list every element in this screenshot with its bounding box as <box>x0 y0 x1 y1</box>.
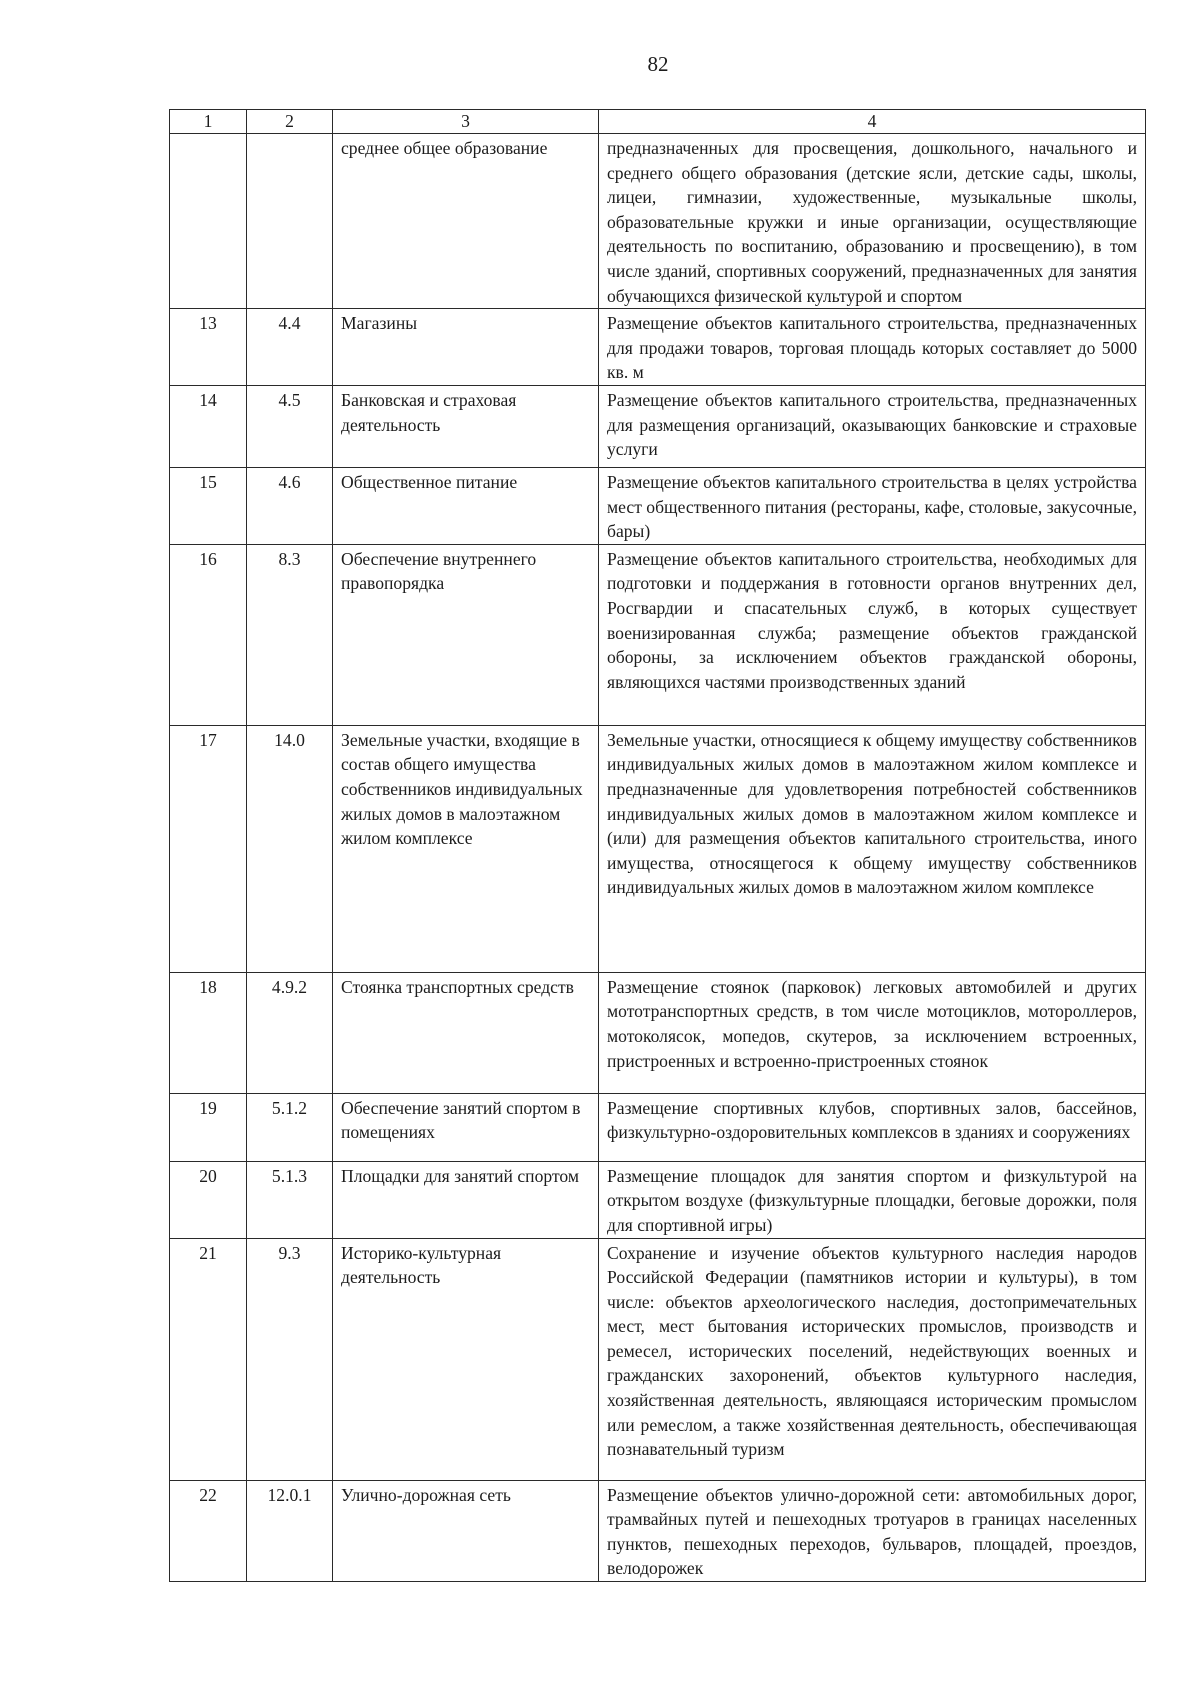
table-row <box>170 1093 1146 1161</box>
row-number: 21 <box>170 1238 247 1480</box>
use-code: 8.3 <box>247 544 333 725</box>
row-number: 19 <box>170 1093 247 1161</box>
table-row <box>170 467 1146 544</box>
table-row <box>170 134 1146 309</box>
row-number: 14 <box>170 385 247 467</box>
use-code: 9.3 <box>247 1238 333 1480</box>
use-name: Обеспечение занятий спортом в помещениях <box>333 1093 599 1161</box>
use-description: Сохранение и изучение объектов культурного наследия народов Российской Федерации (памятников истории и культуры), в том числе: объектов археологического наследия, достопримечательных мест, мест бытования исторических промыслов, производств и ремесел, исторических поселений, недействующих военных и гражданских захоронений, объектов культурного наследия, хозяйственная деятельность, являющаяся историческим промыслом или ремеслом, а также хозяйственная деятельность, обеспечивающая познавательный туризм <box>599 1238 1146 1480</box>
table-row <box>170 544 1146 725</box>
use-code: 5.1.2 <box>247 1093 333 1161</box>
use-description: Размещение спортивных клубов, спортивных залов, бассейнов, физкультурно-оздоровительных комплексов в зданиях и сооружениях <box>599 1093 1146 1161</box>
use-description: Размещение объектов улично-дорожной сети: автомобильных дорог, трамвайных путей и пешеходных тротуаров в границах населенных пунктов, пешеходных переходов, бульваров, площадей, проездов, велодорожек <box>599 1480 1146 1581</box>
use-description: Размещение площадок для занятия спортом и физкультурой на открытом воздухе (физкультурные площадки, беговые дорожки, поля для спортивной игры) <box>599 1161 1146 1238</box>
use-name: Общественное питание <box>333 467 599 544</box>
use-code: 4.9.2 <box>247 972 333 1093</box>
use-description: Размещение стоянок (парковок) легковых автомобилей и других мототранспортных средств, в том числе мотоциклов, мотороллеров, мотоколясок, мопедов, скутеров, за исключением встроенных, пристроенных и встроенно-пристроенных стоянок <box>599 972 1146 1093</box>
use-name: Историко-культурная деятельность <box>333 1238 599 1480</box>
table-row <box>170 1161 1146 1238</box>
use-name: Магазины <box>333 309 599 386</box>
column-header-2: 2 <box>247 110 333 134</box>
table-row <box>170 1238 1146 1480</box>
use-description: Размещение объектов капитального строительства, предназначенных для размещения организаций, оказывающих банковские и страховые услуги <box>599 385 1146 467</box>
use-code: 12.0.1 <box>247 1480 333 1581</box>
use-code: 4.6 <box>247 467 333 544</box>
use-description: Размещение объектов капитального строительства в целях устройства мест общественного питания (рестораны, кафе, столовые, закусочные, бары) <box>599 467 1146 544</box>
use-code: 4.4 <box>247 309 333 386</box>
use-description: Размещение объектов капитального строительства, необходимых для подготовки и поддержания в готовности органов внутренних дел, Росгвардии и спасательных служб, в которых существует военизированная служба; размещение объектов гражданской обороны, за исключением объектов гражданской обороны, являющихся частями производственных зданий <box>599 544 1146 725</box>
use-code: 14.0 <box>247 725 333 972</box>
table-body <box>170 134 1146 1582</box>
table-row <box>170 309 1146 386</box>
row-number: 15 <box>170 467 247 544</box>
use-description: Земельные участки, относящиеся к общему имуществу собственников индивидуальных жилых домов в малоэтажном жилом комплексе и предназначенные для удовлетворения потребностей собственников индивидуальных жилых домов в малоэтажном жилом комплексе и (или) для размещения объектов капитального строительства, иного имущества, относящегося к общему имуществу собственников индивидуальных жилых домов в малоэтажном жилом комплексе <box>599 725 1146 972</box>
use-name: Банковская и страховая деятельность <box>333 385 599 467</box>
use-code: 5.1.3 <box>247 1161 333 1238</box>
use-name: Земельные участки, входящие в состав общего имущества собственников индивидуальных жилых домов в малоэтажном жилом комплексе <box>333 725 599 972</box>
use-name: Стоянка транспортных средств <box>333 972 599 1093</box>
use-code <box>247 134 333 309</box>
use-description: предназначенных для просвещения, дошкольного, начального и среднего общего образования (детские ясли, детские сады, школы, лицеи, гимназии, художественные, музыкальные школы, образовательные кружки и иные организации, осуществляющие деятельность по воспитанию, образованию и просвещению), в том числе зданий, спортивных сооружений, предназначенных для занятия обучающихся физической культурой и спортом <box>599 134 1146 309</box>
land-use-table <box>169 109 1146 1582</box>
column-header-1: 1 <box>170 110 247 134</box>
use-description: Размещение объектов капитального строительства, предназначенных для продажи товаров, торговая площадь которых составляет до 5000 кв. м <box>599 309 1146 386</box>
use-code: 4.5 <box>247 385 333 467</box>
row-number: 18 <box>170 972 247 1093</box>
use-name: Улично-дорожная сеть <box>333 1480 599 1581</box>
use-name: Площадки для занятий спортом <box>333 1161 599 1238</box>
table-row <box>170 1480 1146 1581</box>
column-header-3: 3 <box>333 110 599 134</box>
use-name: Обеспечение внутреннего правопорядка <box>333 544 599 725</box>
page-number: 82 <box>647 52 669 76</box>
row-number: 20 <box>170 1161 247 1238</box>
row-number: 13 <box>170 309 247 386</box>
row-number <box>170 134 247 309</box>
column-header-4: 4 <box>599 110 1146 134</box>
table-row <box>170 972 1146 1093</box>
row-number: 17 <box>170 725 247 972</box>
table-row <box>170 725 1146 972</box>
row-number: 16 <box>170 544 247 725</box>
row-number: 22 <box>170 1480 247 1581</box>
table-row <box>170 385 1146 467</box>
table-header-row <box>170 110 1146 134</box>
use-name: среднее общее образование <box>333 134 599 309</box>
